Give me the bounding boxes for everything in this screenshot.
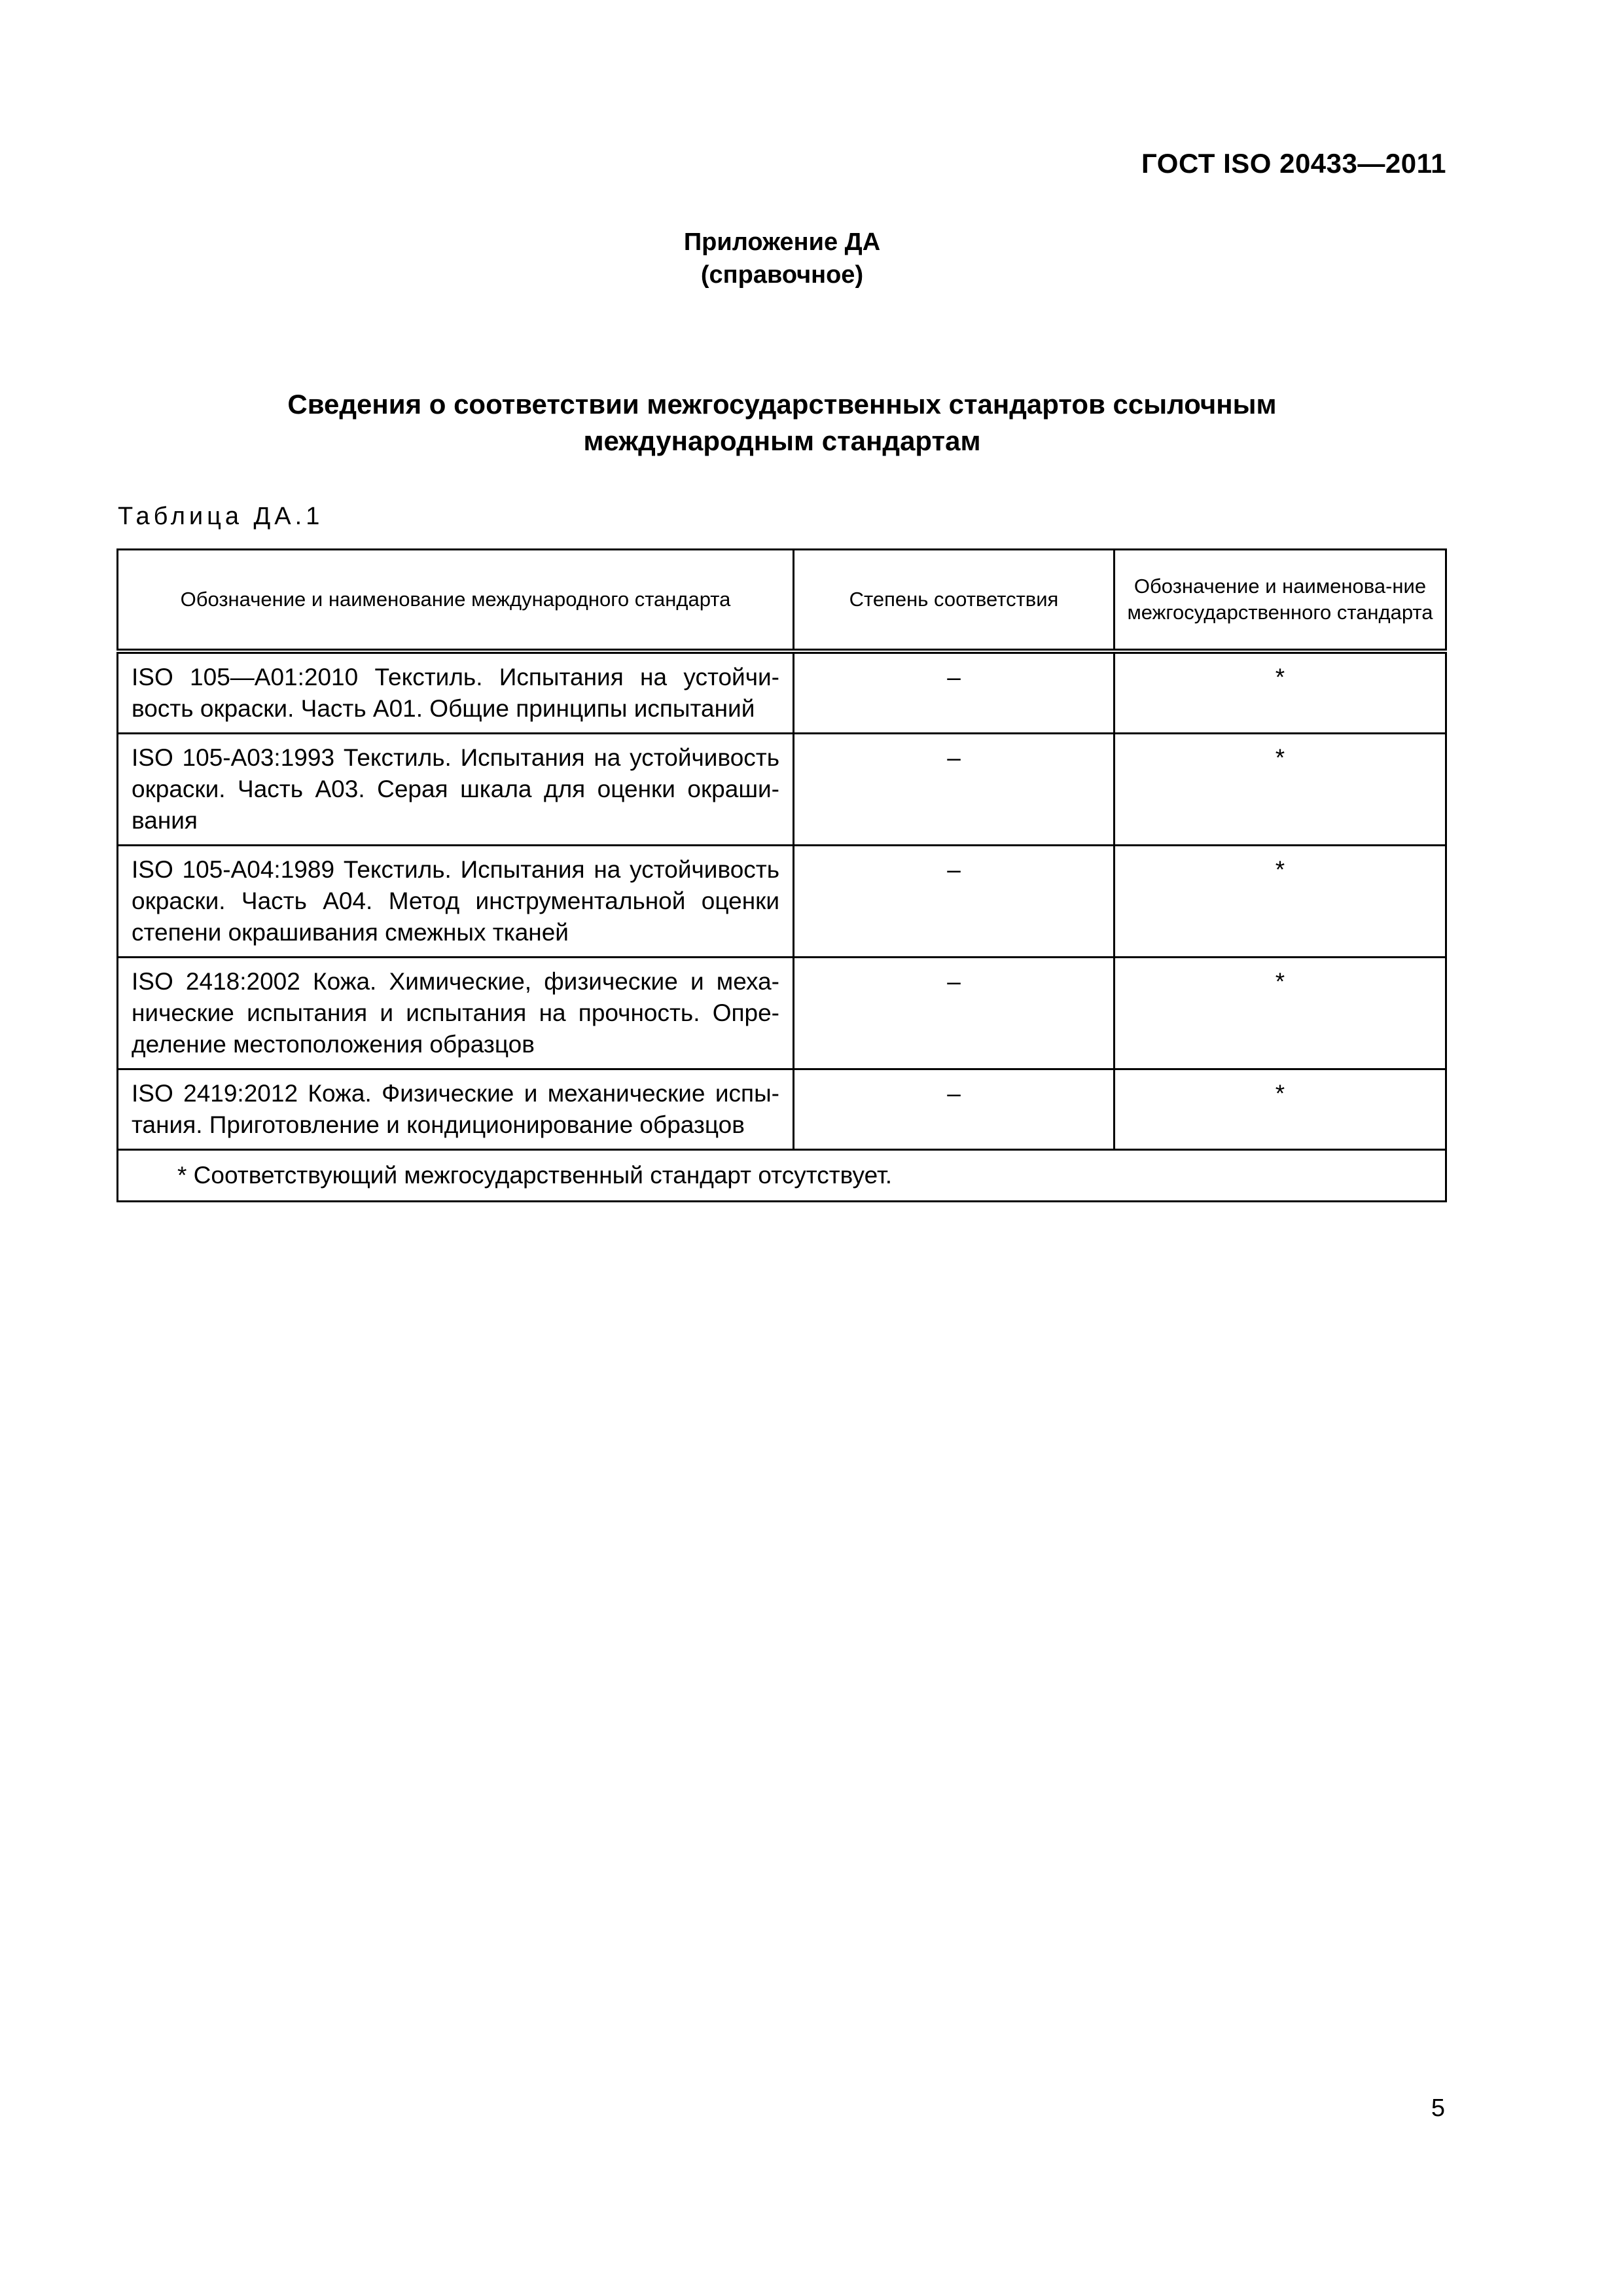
degree-cell: – [794,958,1115,1069]
interstate-standard-cell: * [1115,734,1446,846]
table-row [118,651,1446,734]
interstate-standard-cell: * [1115,846,1446,958]
table-row [118,846,1446,958]
degree-cell: – [794,846,1115,958]
page-number: 5 [1431,2094,1445,2122]
header-degree-of-correspondence: Степень соответствия [794,550,1115,652]
international-standard-cell: ISO 105-A04:1989 Текстиль. Испытания на устойчивость окраски. Часть А04. Метод инструментальной оценки степени окрашивания смежных тканей [118,846,794,958]
document-code: ГОСТ ISO 20433—2011 [1141,148,1446,179]
interstate-standard-cell: * [1115,958,1446,1069]
degree-cell: – [794,651,1115,734]
degree-cell: – [794,734,1115,846]
international-standard-cell: ISO 105—A01:2010 Текстиль. Испытания на устойчи-вость окраски. Часть А01. Общие принципы испытаний [118,651,794,734]
appendix-title: Приложение ДА [683,228,881,256]
table-header-row [118,550,1446,652]
table-footnote-row [118,1150,1446,1202]
table-row [118,1069,1446,1150]
international-standard-cell: ISO 2419:2012 Кожа. Физические и механические испы-тания. Приготовление и кондиционирование образцов [118,1069,794,1150]
header-international-standard: Обозначение и наименование международного стандарта [118,550,794,652]
section-title-line-1: Сведения о соответствии межгосударственных стандартов ссылочным [287,389,1277,420]
section-title-line-2: международным стандартам [583,425,981,456]
header-interstate-standard: Обозначение и наименова-ние межгосударственного стандарта [1115,550,1446,652]
degree-cell: – [794,1069,1115,1150]
section-title [0,386,1564,459]
interstate-standard-cell: * [1115,1069,1446,1150]
international-standard-cell: ISO 2418:2002 Кожа. Химические, физические и меха-нические испытания и испытания на прочность. Опре-деление местоположения образцов [118,958,794,1069]
table-footnote: * Соответствующий межгосударственный стандарт отсутствует. [118,1150,1446,1202]
table-row [118,734,1446,846]
appendix-subtitle: (справочное) [700,261,864,289]
interstate-standard-cell: * [1115,651,1446,734]
appendix-heading [0,226,1564,291]
table-caption: Таблица ДА.1 [118,503,324,530]
table-row [118,958,1446,1069]
correspondence-table [116,548,1447,1202]
international-standard-cell: ISO 105-A03:1993 Текстиль. Испытания на устойчивость окраски. Часть А03. Серая шкала для оценки окраши-вания [118,734,794,846]
